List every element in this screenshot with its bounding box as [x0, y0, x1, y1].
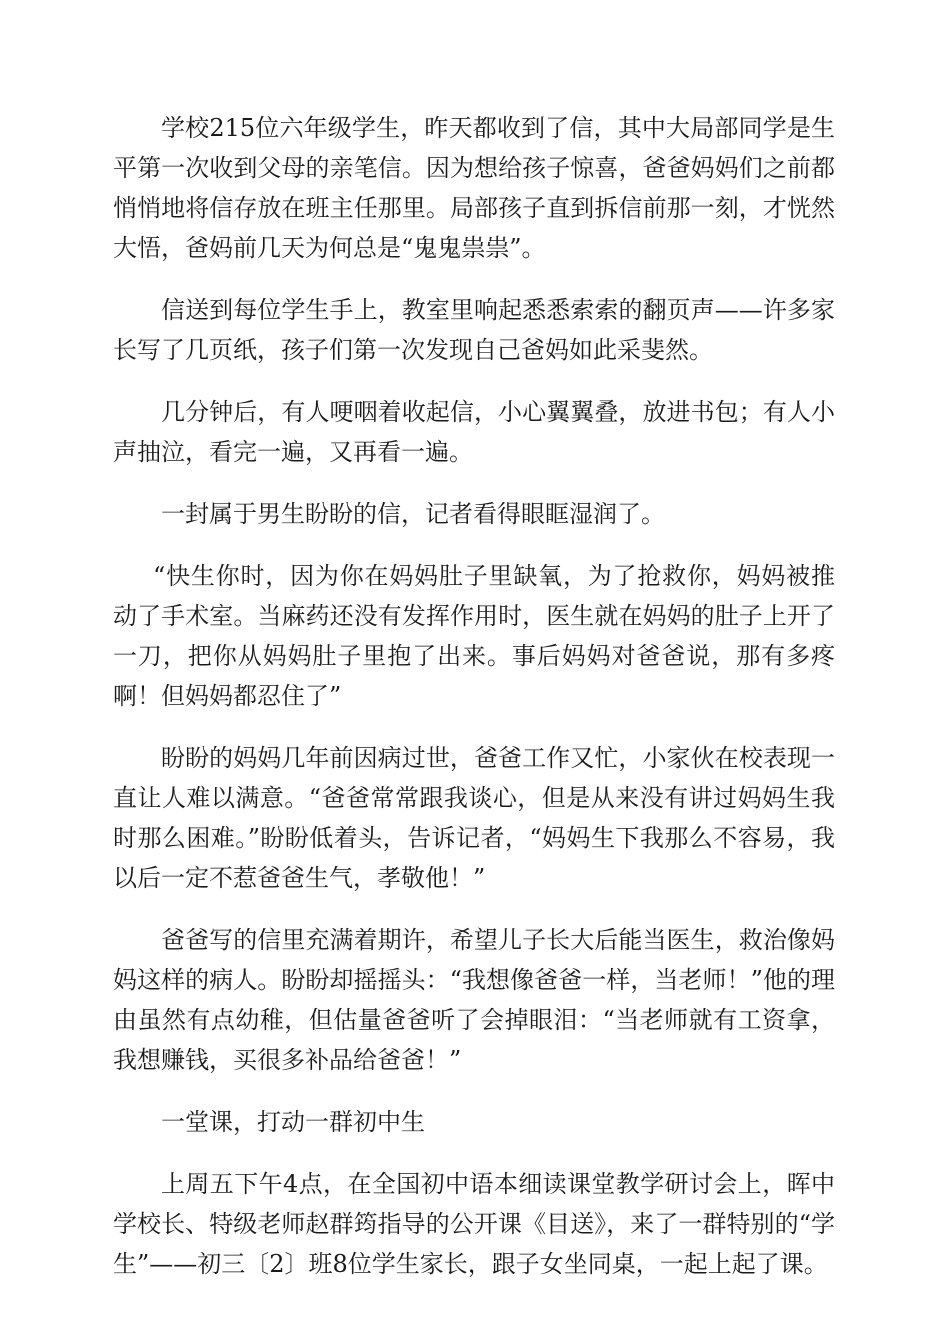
paragraph-letter-quote: “快生你时，因为你在妈妈肚子里缺氧，为了抢救你，妈妈被推动了手术室。当麻药还没有发挥作用时，医生就在妈妈的肚子上开了一刀，把你从妈妈肚子里抱了出来。事后妈妈对爸爸说，那有多疼啊！但妈妈都忍住了”	[113, 562, 835, 710]
paragraph-father-hopes: 爸爸写的信里充满着期许，希望儿子长大后能当医生，救治像妈妈这样的病人。盼盼却摇摇头：“我想像爸爸一样，当老师！”他的理由虽然有点幼稚，但估量爸爸听了会掉眼泪：“当老师就有工资拿，我想赚钱，买很多补品给爸爸！”	[113, 926, 835, 1074]
paragraph-page-turning: 信送到每位学生手上，教室里响起悉悉索索的翻页声——许多家长写了几页纸，孩子们第一次发现自己爸妈如此采斐然。	[113, 296, 835, 364]
paragraph-open-class: 上周五下午4点，在全国初中语本细读课堂教学研讨会上，晖中学校长、特级老师赵群筠指导的公开课《目送》，来了一群特别的“学生”——初三〔2〕班8位学生家长，跟子女坐同桌，一起上起了课。	[113, 1170, 835, 1278]
section-heading-lesson: 一堂课，打动一群初中生	[161, 1108, 425, 1136]
paragraph-letters-received: 学校215位六年级学生，昨天都收到了信，其中大局部同学是生平第一次收到父母的亲笔信。因为想给孩子惊喜，爸爸妈妈们之前都悄悄地将信存放在班主任那里。局部孩子直到拆信前那一刻，才恍然大悟，爸妈前几天为何总是“鬼鬼祟祟”。	[113, 114, 835, 262]
paragraph-reactions: 几分钟后，有人哽咽着收起信，小心翼翼叠，放进书包；有人小声抽泣，看完一遍，又再看一遍。	[113, 398, 835, 466]
document-page	[113, 108, 835, 1306]
paragraph-panpan-letter: 一封属于男生盼盼的信，记者看得眼眶湿润了。	[161, 500, 665, 528]
paragraph-panpan-mother: 盼盼的妈妈几年前因病过世，爸爸工作又忙，小家伙在校表现一直让人难以满意。“爸爸常常跟我谈心，但是从来没有讲过妈妈生我时那么困难。”盼盼低着头，告诉记者，“妈妈生下我那么不容易，我以后一定不惹爸爸生气，孝敬他！”	[113, 744, 835, 892]
